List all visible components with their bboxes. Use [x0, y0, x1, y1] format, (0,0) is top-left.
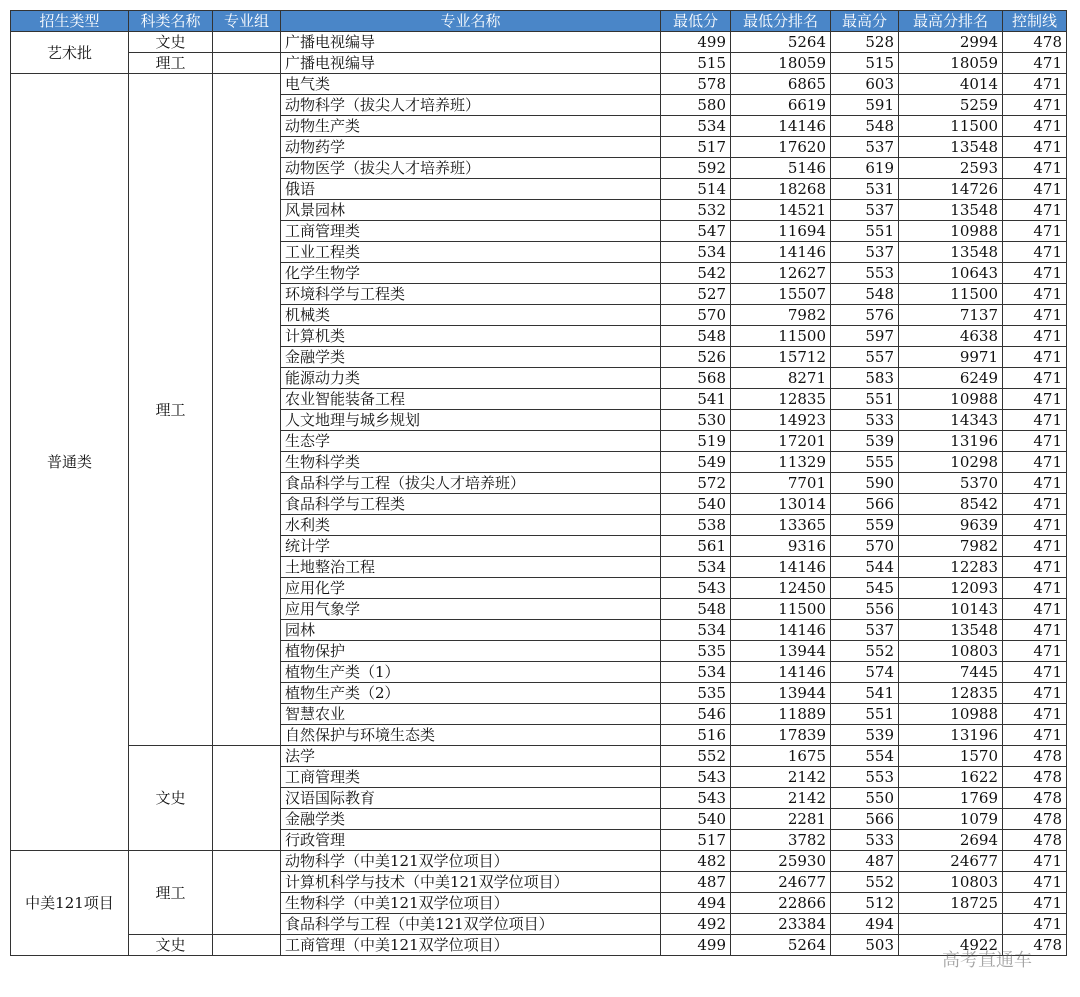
min-rank-cell: 13944	[731, 683, 831, 704]
header-group[interactable]: 专业组	[213, 11, 281, 32]
major-name-cell: 人文地理与城乡规划	[281, 410, 661, 431]
table-row	[11, 74, 1067, 95]
major-name-cell: 食品科学与工程类	[281, 494, 661, 515]
major-name-cell: 食品科学与工程（拔尖人才培养班）	[281, 473, 661, 494]
control-line-cell: 471	[1003, 599, 1067, 620]
subject-category-cell: 理工	[129, 851, 213, 935]
max-score-cell: 545	[831, 578, 899, 599]
max-rank-cell: 5259	[899, 95, 1003, 116]
min-score-cell: 535	[661, 641, 731, 662]
min-score-cell: 482	[661, 851, 731, 872]
admission-type-cell: 艺术批	[11, 32, 129, 74]
min-rank-cell: 11500	[731, 599, 831, 620]
control-line-cell: 478	[1003, 809, 1067, 830]
watermark-text: 高考直通车	[942, 950, 1032, 971]
min-rank-cell: 7982	[731, 305, 831, 326]
min-score-cell: 516	[661, 725, 731, 746]
control-line-cell: 471	[1003, 221, 1067, 242]
max-rank-cell: 12093	[899, 578, 1003, 599]
min-score-cell: 541	[661, 389, 731, 410]
major-name-cell: 动物科学（拔尖人才培养班）	[281, 95, 661, 116]
header-max-score[interactable]: 最高分	[831, 11, 899, 32]
control-line-cell: 471	[1003, 137, 1067, 158]
min-score-cell: 548	[661, 326, 731, 347]
min-rank-cell: 14146	[731, 662, 831, 683]
header-type[interactable]: 招生类型	[11, 11, 129, 32]
min-rank-cell: 18268	[731, 179, 831, 200]
control-line-cell: 471	[1003, 725, 1067, 746]
table-row	[11, 746, 1067, 767]
max-score-cell: 531	[831, 179, 899, 200]
control-line-cell: 471	[1003, 410, 1067, 431]
max-score-cell: 537	[831, 137, 899, 158]
min-score-cell: 543	[661, 767, 731, 788]
major-name-cell: 广播电视编导	[281, 53, 661, 74]
max-score-cell: 554	[831, 746, 899, 767]
min-rank-cell: 2142	[731, 788, 831, 809]
major-name-cell: 工商管理（中美121双学位项目）	[281, 935, 661, 956]
major-group-cell	[213, 935, 281, 956]
min-rank-cell: 5264	[731, 32, 831, 53]
major-name-cell: 自然保护与环境生态类	[281, 725, 661, 746]
major-name-cell: 生物科学类	[281, 452, 661, 473]
control-line-cell: 478	[1003, 32, 1067, 53]
major-name-cell: 植物保护	[281, 641, 661, 662]
max-rank-cell: 14726	[899, 179, 1003, 200]
major-name-cell: 水利类	[281, 515, 661, 536]
min-rank-cell: 23384	[731, 914, 831, 935]
max-rank-cell: 1622	[899, 767, 1003, 788]
min-rank-cell: 2142	[731, 767, 831, 788]
min-score-cell: 527	[661, 284, 731, 305]
control-line-cell: 471	[1003, 452, 1067, 473]
min-rank-cell: 8271	[731, 368, 831, 389]
min-score-cell: 540	[661, 809, 731, 830]
min-score-cell: 542	[661, 263, 731, 284]
min-rank-cell: 1675	[731, 746, 831, 767]
admission-type-cell: 中美121项目	[11, 851, 129, 956]
max-rank-cell: 18725	[899, 893, 1003, 914]
control-line-cell: 471	[1003, 263, 1067, 284]
control-line-cell: 471	[1003, 704, 1067, 725]
max-rank-cell: 11500	[899, 284, 1003, 305]
header-min-score[interactable]: 最低分	[661, 11, 731, 32]
max-rank-cell: 10143	[899, 599, 1003, 620]
max-score-cell: 566	[831, 809, 899, 830]
max-rank-cell: 11500	[899, 116, 1003, 137]
control-line-cell: 471	[1003, 74, 1067, 95]
major-name-cell: 农业智能装备工程	[281, 389, 661, 410]
min-score-cell: 580	[661, 95, 731, 116]
control-line-cell: 471	[1003, 200, 1067, 221]
major-name-cell: 汉语国际教育	[281, 788, 661, 809]
max-rank-cell: 24677	[899, 851, 1003, 872]
major-name-cell: 动物医学（拔尖人才培养班）	[281, 158, 661, 179]
max-score-cell: 559	[831, 515, 899, 536]
max-rank-cell: 2593	[899, 158, 1003, 179]
major-name-cell: 智慧农业	[281, 704, 661, 725]
control-line-cell: 471	[1003, 662, 1067, 683]
min-rank-cell: 17201	[731, 431, 831, 452]
max-rank-cell: 9971	[899, 347, 1003, 368]
major-name-cell: 计算机科学与技术（中美121双学位项目）	[281, 872, 661, 893]
major-name-cell: 应用化学	[281, 578, 661, 599]
header-max-rank[interactable]: 最高分排名	[899, 11, 1003, 32]
min-rank-cell: 11329	[731, 452, 831, 473]
min-score-cell: 492	[661, 914, 731, 935]
max-rank-cell: 7445	[899, 662, 1003, 683]
major-name-cell: 统计学	[281, 536, 661, 557]
subject-category-cell: 文史	[129, 32, 213, 53]
max-rank-cell: 13548	[899, 242, 1003, 263]
min-rank-cell: 11889	[731, 704, 831, 725]
min-rank-cell: 5146	[731, 158, 831, 179]
control-line-cell: 471	[1003, 305, 1067, 326]
max-rank-cell: 10643	[899, 263, 1003, 284]
min-score-cell: 517	[661, 137, 731, 158]
control-line-cell: 471	[1003, 851, 1067, 872]
major-name-cell: 工业工程类	[281, 242, 661, 263]
min-score-cell: 561	[661, 536, 731, 557]
major-name-cell: 广播电视编导	[281, 32, 661, 53]
max-rank-cell: 5370	[899, 473, 1003, 494]
admission-type-cell: 普通类	[11, 74, 129, 851]
min-score-cell: 538	[661, 515, 731, 536]
min-rank-cell: 17839	[731, 725, 831, 746]
max-rank-cell: 7137	[899, 305, 1003, 326]
max-rank-cell: 10988	[899, 704, 1003, 725]
major-group-cell	[213, 53, 281, 74]
max-score-cell: 537	[831, 242, 899, 263]
min-score-cell: 519	[661, 431, 731, 452]
min-score-cell: 530	[661, 410, 731, 431]
min-rank-cell: 14146	[731, 557, 831, 578]
control-line-cell: 471	[1003, 326, 1067, 347]
max-score-cell: 515	[831, 53, 899, 74]
admission-score-table	[10, 10, 1067, 956]
max-rank-cell: 2994	[899, 32, 1003, 53]
min-rank-cell: 13014	[731, 494, 831, 515]
min-score-cell: 517	[661, 830, 731, 851]
max-score-cell: 566	[831, 494, 899, 515]
major-name-cell: 能源动力类	[281, 368, 661, 389]
min-score-cell: 549	[661, 452, 731, 473]
max-score-cell: 597	[831, 326, 899, 347]
major-name-cell: 食品科学与工程（中美121双学位项目）	[281, 914, 661, 935]
max-rank-cell: 10803	[899, 872, 1003, 893]
max-score-cell: 528	[831, 32, 899, 53]
max-rank-cell: 4014	[899, 74, 1003, 95]
min-rank-cell: 14146	[731, 242, 831, 263]
min-score-cell: 578	[661, 74, 731, 95]
max-score-cell: 487	[831, 851, 899, 872]
major-name-cell: 工商管理类	[281, 767, 661, 788]
control-line-cell: 478	[1003, 746, 1067, 767]
major-name-cell: 电气类	[281, 74, 661, 95]
major-name-cell: 生物科学（中美121双学位项目）	[281, 893, 661, 914]
max-score-cell: 551	[831, 221, 899, 242]
min-rank-cell: 14521	[731, 200, 831, 221]
max-rank-cell: 1079	[899, 809, 1003, 830]
major-name-cell: 金融学类	[281, 809, 661, 830]
control-line-cell: 471	[1003, 95, 1067, 116]
major-group-cell	[213, 32, 281, 53]
subject-category-cell: 理工	[129, 74, 213, 746]
control-line-cell: 471	[1003, 368, 1067, 389]
max-score-cell: 557	[831, 347, 899, 368]
max-score-cell: 512	[831, 893, 899, 914]
subject-category-cell: 文史	[129, 746, 213, 851]
min-score-cell: 540	[661, 494, 731, 515]
min-score-cell: 568	[661, 368, 731, 389]
max-rank-cell: 4638	[899, 326, 1003, 347]
min-rank-cell: 14146	[731, 620, 831, 641]
max-score-cell: 551	[831, 389, 899, 410]
min-score-cell: 534	[661, 116, 731, 137]
major-name-cell: 化学生物学	[281, 263, 661, 284]
min-rank-cell: 14146	[731, 116, 831, 137]
max-rank-cell: 13196	[899, 725, 1003, 746]
max-rank-cell: 10803	[899, 641, 1003, 662]
max-rank-cell: 6249	[899, 368, 1003, 389]
admission-table-container	[10, 10, 1067, 956]
min-score-cell: 494	[661, 893, 731, 914]
max-rank-cell: 12835	[899, 683, 1003, 704]
max-score-cell: 576	[831, 305, 899, 326]
major-name-cell: 生态学	[281, 431, 661, 452]
max-rank-cell: 1570	[899, 746, 1003, 767]
min-rank-cell: 13944	[731, 641, 831, 662]
max-score-cell: 548	[831, 284, 899, 305]
max-score-cell: 533	[831, 830, 899, 851]
major-group-cell	[213, 851, 281, 935]
control-line-cell: 478	[1003, 788, 1067, 809]
control-line-cell: 471	[1003, 641, 1067, 662]
control-line-cell: 471	[1003, 872, 1067, 893]
min-score-cell: 543	[661, 578, 731, 599]
min-rank-cell: 18059	[731, 53, 831, 74]
header-control-line[interactable]: 控制线	[1003, 11, 1067, 32]
max-rank-cell: 10298	[899, 452, 1003, 473]
max-score-cell: 539	[831, 725, 899, 746]
max-rank-cell: 10988	[899, 221, 1003, 242]
control-line-cell: 471	[1003, 158, 1067, 179]
max-rank-cell: 4922	[899, 935, 1003, 956]
min-rank-cell: 11500	[731, 326, 831, 347]
min-rank-cell: 24677	[731, 872, 831, 893]
major-name-cell: 动物科学（中美121双学位项目）	[281, 851, 661, 872]
max-score-cell: 590	[831, 473, 899, 494]
min-score-cell: 535	[661, 683, 731, 704]
control-line-cell: 471	[1003, 683, 1067, 704]
min-rank-cell: 15507	[731, 284, 831, 305]
max-score-cell: 537	[831, 200, 899, 221]
max-rank-cell: 13196	[899, 431, 1003, 452]
control-line-cell: 471	[1003, 179, 1067, 200]
min-rank-cell: 12450	[731, 578, 831, 599]
min-score-cell: 534	[661, 662, 731, 683]
max-score-cell: 552	[831, 872, 899, 893]
major-name-cell: 应用气象学	[281, 599, 661, 620]
min-rank-cell: 3782	[731, 830, 831, 851]
major-name-cell: 风景园林	[281, 200, 661, 221]
major-name-cell: 行政管理	[281, 830, 661, 851]
min-score-cell: 547	[661, 221, 731, 242]
control-line-cell: 471	[1003, 536, 1067, 557]
header-min-rank[interactable]: 最低分排名	[731, 11, 831, 32]
min-score-cell: 552	[661, 746, 731, 767]
max-score-cell: 553	[831, 767, 899, 788]
table-row	[11, 53, 1067, 74]
control-line-cell: 471	[1003, 116, 1067, 137]
max-score-cell: 555	[831, 452, 899, 473]
subject-category-cell: 文史	[129, 935, 213, 956]
min-rank-cell: 5264	[731, 935, 831, 956]
min-rank-cell: 17620	[731, 137, 831, 158]
header-row	[11, 11, 1067, 32]
max-score-cell: 550	[831, 788, 899, 809]
control-line-cell: 471	[1003, 431, 1067, 452]
min-score-cell: 543	[661, 788, 731, 809]
table-row	[11, 851, 1067, 872]
control-line-cell: 471	[1003, 389, 1067, 410]
max-rank-cell: 9639	[899, 515, 1003, 536]
min-rank-cell: 6865	[731, 74, 831, 95]
max-score-cell: 544	[831, 557, 899, 578]
max-score-cell: 494	[831, 914, 899, 935]
max-score-cell: 603	[831, 74, 899, 95]
min-score-cell: 534	[661, 242, 731, 263]
min-score-cell: 548	[661, 599, 731, 620]
major-name-cell: 机械类	[281, 305, 661, 326]
control-line-cell: 471	[1003, 242, 1067, 263]
major-name-cell: 金融学类	[281, 347, 661, 368]
control-line-cell: 471	[1003, 473, 1067, 494]
min-rank-cell: 14923	[731, 410, 831, 431]
control-line-cell: 471	[1003, 347, 1067, 368]
major-name-cell: 植物生产类（2）	[281, 683, 661, 704]
min-score-cell: 534	[661, 620, 731, 641]
subject-category-cell: 理工	[129, 53, 213, 74]
major-name-cell: 动物药学	[281, 137, 661, 158]
min-score-cell: 526	[661, 347, 731, 368]
min-score-cell: 592	[661, 158, 731, 179]
min-score-cell: 514	[661, 179, 731, 200]
control-line-cell: 471	[1003, 494, 1067, 515]
min-score-cell: 546	[661, 704, 731, 725]
major-name-cell: 俄语	[281, 179, 661, 200]
min-rank-cell: 2281	[731, 809, 831, 830]
min-score-cell: 499	[661, 32, 731, 53]
min-score-cell: 487	[661, 872, 731, 893]
major-name-cell: 土地整治工程	[281, 557, 661, 578]
control-line-cell: 471	[1003, 284, 1067, 305]
min-score-cell: 515	[661, 53, 731, 74]
max-score-cell: 574	[831, 662, 899, 683]
table-row	[11, 935, 1067, 956]
control-line-cell: 471	[1003, 914, 1067, 935]
control-line-cell: 471	[1003, 620, 1067, 641]
max-score-cell: 583	[831, 368, 899, 389]
min-rank-cell: 11694	[731, 221, 831, 242]
control-line-cell: 471	[1003, 578, 1067, 599]
min-rank-cell: 6619	[731, 95, 831, 116]
max-score-cell: 533	[831, 410, 899, 431]
min-rank-cell: 13365	[731, 515, 831, 536]
control-line-cell: 478	[1003, 767, 1067, 788]
max-score-cell: 548	[831, 116, 899, 137]
min-score-cell: 570	[661, 305, 731, 326]
min-rank-cell: 12627	[731, 263, 831, 284]
max-score-cell: 551	[831, 704, 899, 725]
min-rank-cell: 9316	[731, 536, 831, 557]
max-score-cell: 552	[831, 641, 899, 662]
min-rank-cell: 15712	[731, 347, 831, 368]
major-name-cell: 动物生产类	[281, 116, 661, 137]
max-rank-cell: 13548	[899, 620, 1003, 641]
major-name-cell: 计算机类	[281, 326, 661, 347]
max-score-cell: 591	[831, 95, 899, 116]
min-score-cell: 499	[661, 935, 731, 956]
major-name-cell: 园林	[281, 620, 661, 641]
max-rank-cell: 7982	[899, 536, 1003, 557]
max-rank-cell: 13548	[899, 137, 1003, 158]
max-score-cell: 553	[831, 263, 899, 284]
control-line-cell: 471	[1003, 557, 1067, 578]
max-score-cell: 537	[831, 620, 899, 641]
max-rank-cell: 1769	[899, 788, 1003, 809]
control-line-cell: 471	[1003, 53, 1067, 74]
max-rank-cell: 13548	[899, 200, 1003, 221]
major-group-cell	[213, 746, 281, 851]
max-score-cell: 570	[831, 536, 899, 557]
min-rank-cell: 25930	[731, 851, 831, 872]
major-name-cell: 环境科学与工程类	[281, 284, 661, 305]
max-rank-cell: 14343	[899, 410, 1003, 431]
min-rank-cell: 7701	[731, 473, 831, 494]
control-line-cell: 478	[1003, 935, 1067, 956]
max-rank-cell: 18059	[899, 53, 1003, 74]
control-line-cell: 471	[1003, 515, 1067, 536]
max-score-cell: 541	[831, 683, 899, 704]
max-rank-cell: 2694	[899, 830, 1003, 851]
header-category[interactable]: 科类名称	[129, 11, 213, 32]
min-rank-cell: 12835	[731, 389, 831, 410]
min-score-cell: 572	[661, 473, 731, 494]
max-score-cell: 503	[831, 935, 899, 956]
control-line-cell: 478	[1003, 830, 1067, 851]
table-row	[11, 32, 1067, 53]
major-group-cell	[213, 74, 281, 746]
major-name-cell: 工商管理类	[281, 221, 661, 242]
control-line-cell: 471	[1003, 893, 1067, 914]
max-rank-cell	[899, 914, 1003, 935]
major-name-cell: 植物生产类（1）	[281, 662, 661, 683]
min-score-cell: 532	[661, 200, 731, 221]
min-score-cell: 534	[661, 557, 731, 578]
max-rank-cell: 8542	[899, 494, 1003, 515]
max-rank-cell: 10988	[899, 389, 1003, 410]
max-score-cell: 539	[831, 431, 899, 452]
header-major[interactable]: 专业名称	[281, 11, 661, 32]
max-score-cell: 556	[831, 599, 899, 620]
major-name-cell: 法学	[281, 746, 661, 767]
min-rank-cell: 22866	[731, 893, 831, 914]
max-score-cell: 619	[831, 158, 899, 179]
max-rank-cell: 12283	[899, 557, 1003, 578]
